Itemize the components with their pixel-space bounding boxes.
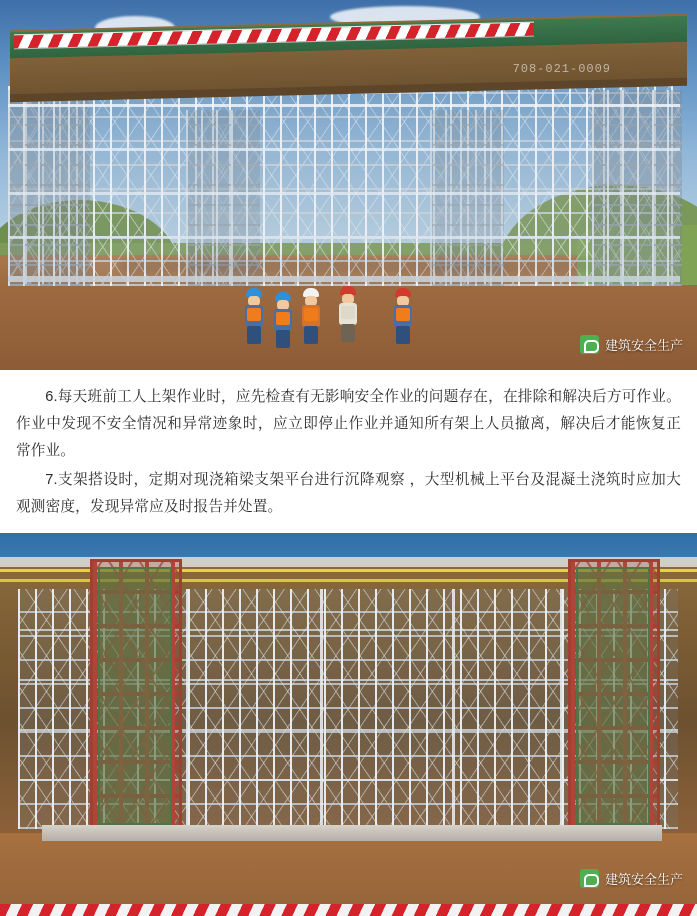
paragraph-7: 7.支架搭设时，定期对现浇箱梁支架平台进行沉降观察 ，大型机械上平台及混凝土浇筑时应加大观测密度，发现异常应及时报告并处置。 (16, 472, 681, 515)
watermark-label: 建筑安全生产 (604, 872, 683, 887)
worker-figure (243, 288, 265, 344)
worker-legs (276, 330, 290, 348)
concrete-base-slab (42, 825, 662, 841)
watermark-badge (580, 335, 683, 354)
image-corner-code: 708-021-0009 (512, 62, 611, 76)
scaffold-platform-level (8, 148, 680, 151)
scaffold-tower-right (592, 90, 682, 286)
worker-legs (341, 324, 355, 342)
wechat-logo-icon (580, 869, 599, 888)
worker-legs (304, 326, 318, 344)
scaffold-platform-level (8, 104, 680, 107)
worker-figure (272, 292, 294, 348)
worker-legs (396, 326, 410, 344)
scaffold-bay-divider (320, 589, 323, 829)
scaffold-bay-divider (186, 589, 189, 829)
scaffold-bay-divider (452, 589, 455, 829)
worker-figure (300, 288, 322, 344)
scaffold-platform-level (8, 192, 680, 195)
safety-net-left (98, 567, 172, 825)
safety-vest (247, 308, 261, 321)
scaffold-base-plate (8, 276, 680, 282)
watermark-label: 建筑安全生产 (604, 338, 683, 353)
scaffold-platform-level (8, 236, 680, 239)
paragraph-6: 6.每天班前工人上架作业时，应先检查有无影响安全作业的问题存在，在排除和解决后方可作业。作业中发现不安全情况和异常迹象时，应立即停止作业并通知所有架上人员撤离，解决后才能恢复正常作业。 (16, 389, 681, 459)
worker-figure (337, 286, 359, 342)
figure-bottom-scaffold-platform (0, 533, 697, 916)
hazard-tape-bottom (0, 904, 697, 916)
safety-vest (276, 312, 290, 325)
safety-vest (341, 306, 355, 319)
scaffold-shadow (120, 258, 590, 272)
wechat-logo-icon (580, 335, 599, 354)
body-text-block (0, 370, 697, 533)
safety-vest (304, 308, 318, 321)
safety-net-right (576, 567, 650, 825)
scaffold-bay-divider (560, 589, 563, 829)
watermark-badge (580, 869, 683, 888)
scaffold-tower-left (8, 90, 90, 286)
worker-legs (247, 326, 261, 344)
figure-top-scaffold-inspection (0, 0, 697, 370)
safety-vest (396, 308, 410, 321)
worker-figure (392, 288, 414, 344)
scaffold-structure-main (8, 86, 680, 286)
